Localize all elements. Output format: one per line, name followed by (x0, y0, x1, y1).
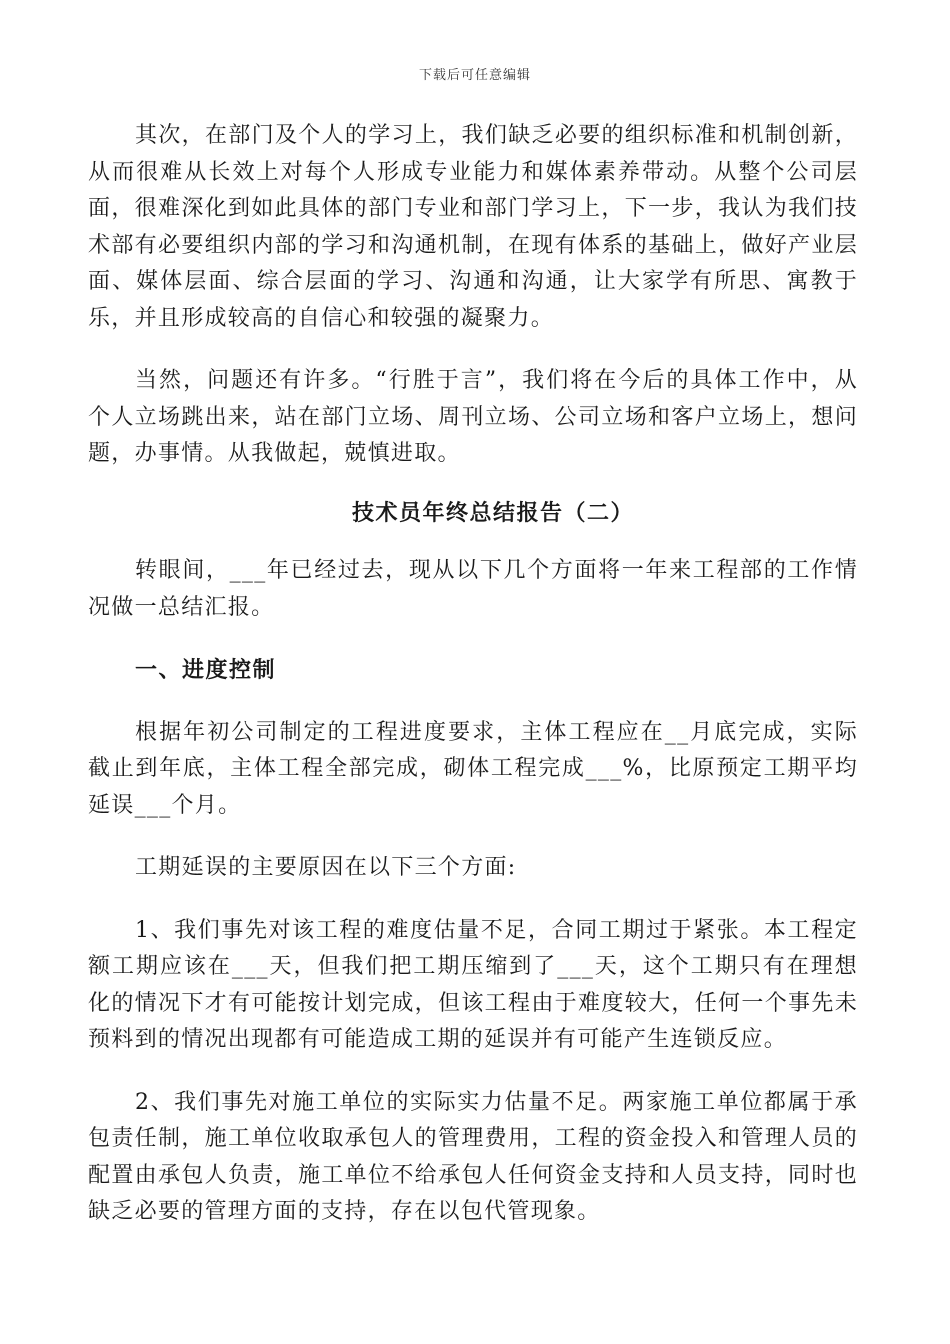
paragraph-2: 当然，问题还有许多。“行胜于言”，我们将在今后的具体工作中，从个人立场跳出来，站在部门立场、周刊立场、公司立场和客户立场上，想问题，办事情。从我做起，兢慎进取。 (88, 368, 858, 466)
paragraph-6: 1、我们事先对该工程的难度估量不足，合同工期过于紧张。本工程定额工期应该在___天，但我们把工期压缩到了___天，这个工期只有在理想化的情况下才有可能按计划完成，但该工程由于难度较大，任何一个事先未预料到的情况出现都有可能造成工期的延误并有可能产生连锁反应。 (88, 917, 858, 1052)
document-body (88, 118, 858, 1231)
paragraph-4: 根据年初公司制定的工程进度要求，主体工程应在__月底完成，实际截止到年底，主体工程全部完成，砌体工程完成___%，比原预定工期平均延误___个月。 (88, 719, 858, 818)
paragraph-5: 工期延误的主要原因在以下三个方面: (135, 855, 517, 880)
subheading-progress-control: 一、进度控制 (135, 657, 277, 683)
paragraph-7: 2、我们事先对施工单位的实际实力估量不足。两家施工单位都属于承包责任制，施工单位收取承包人的管理费用，工程的资金投入和管理人员的配置由承包人负责，施工单位不给承包人任何资金支持和人员支持，同时也缺乏必要的管理方面的支持，存在以包代管现象。 (88, 1089, 858, 1224)
page-header-note: 下载后可任意编辑 (418, 68, 531, 83)
paragraph-3: 转眼间，___年已经过去，现从以下几个方面将一年来工程部的工作情况做一总结汇报。 (88, 558, 858, 620)
section-title: 技术员年终总结报告（二） (351, 499, 634, 526)
paragraph-1: 其次，在部门及个人的学习上，我们缺乏必要的组织标准和机制创新，从而很难从长效上对每个人形成专业能力和媒体素养带动。从整个公司层面，很难深化到如此具体的部门专业和部门学习上，下一步，我认为我们技术部有必要组织内部的学习和沟通机制，在现有体系的基础上，做好产业层面、媒体层面、综合层面的学习、沟通和沟通，让大家学有所思、寓教于乐，并且形成较高的自信心和较强的凝聚力。 (88, 123, 858, 331)
